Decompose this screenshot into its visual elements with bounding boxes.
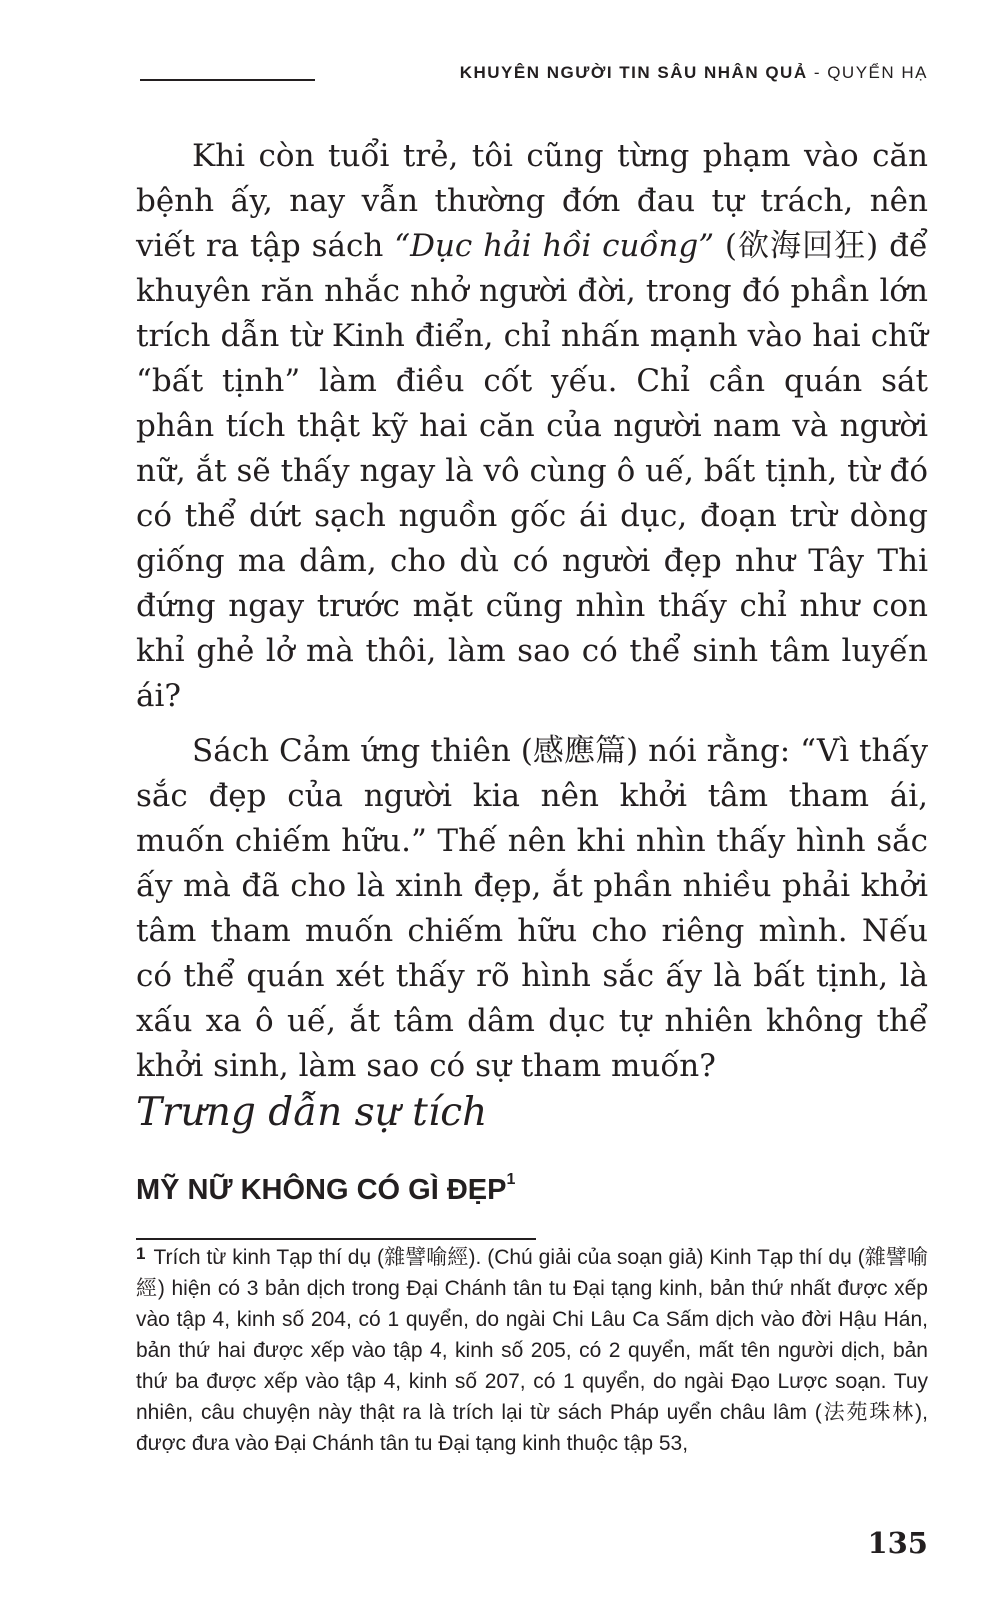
running-header <box>460 63 928 83</box>
story-title <box>136 1171 516 1207</box>
story-title-text: MỸ NỮ KHÔNG CÓ GÌ ĐẸP <box>136 1174 507 1206</box>
footnote-marker: 1 <box>136 1244 146 1263</box>
running-header-volume: QUYỂN HẠ <box>827 63 928 82</box>
footnote <box>136 1242 928 1459</box>
book-title: “Dục hải hồi cuồng” <box>394 228 715 264</box>
paragraph-1 <box>136 134 928 719</box>
paragraph-1-before: Khi còn tuổi trẻ, tôi cũng từng phạm vào căn bệnh ấy, nay vẫn thường đớn đau tự trách, nên viết ra tập sách <box>136 138 928 264</box>
footnote-reference[interactable]: 1 <box>506 1171 516 1189</box>
paragraph-1-after: (欲海回狂) để khuyên răn nhắc nhở người đời, trong đó phần lớn trích dẫn từ Kinh điển, chỉ nhấn mạnh vào hai chữ “bất tịnh” làm điều cốt yếu. Chỉ cần quán sát phân tích thật kỹ hai căn của người nam và người nữ, ắt sẽ thấy ngay là vô cùng ô uế, bất tịnh, từ đó có thể dứt sạch nguồn gốc ái dục, đoạn trừ dòng giống ma dâm, cho dù có người đẹp như Tây Thi đứng ngay trước mặt cũng nhìn thấy chỉ như con khỉ ghẻ lở mà thôi, làm sao có thể sinh tâm luyến ái? <box>136 228 928 714</box>
running-header-separator: - <box>807 63 828 82</box>
running-header-title: KHUYÊN NGƯỜI TIN SÂU NHÂN QUẢ <box>459 63 808 82</box>
section-heading: Trưng dẫn sự tích <box>136 1090 488 1135</box>
page-number: 135 <box>867 1526 928 1560</box>
footnote-text: Trích từ kinh Tạp thí dụ (雜譬喻經). (Chú giải của soạn giả) Kinh Tạp thí dụ (雜譬喻經) hiện có 3 bản dịch trong Đại Chánh tân tu Đại tạng kinh, bản thứ nhất được xếp vào tập 4, kinh số 204, có 1 quyển, do ngài Chi Lâu Ca Sấm dịch vào đời Hậu Hán, bản thứ hai được xếp vào tập 4, kinh số 205, có 2 quyển, mất tên người dịch, bản thứ ba được xếp vào tập 4, kinh số 207, có 1 quyển, do ngài Đạo Lược soạn. Tuy nhiên, câu chuyện này thật ra là trích lại từ sách Pháp uyển châu lâm (法苑珠林), được đưa vào Đại Chánh tân tu Đại tạng kinh thuộc tập 53, <box>136 1246 928 1455</box>
body-text <box>136 134 928 1089</box>
header-rule <box>140 79 315 81</box>
footnote-rule <box>136 1238 536 1240</box>
paragraph-2: Sách Cảm ứng thiên (感應篇) nói rằng: “Vì thấy sắc đẹp của người kia nên khởi tâm tham ái, muốn chiếm hữu.” Thế nên khi nhìn thấy hình sắc ấy mà đã cho là xinh đẹp, ắt phần nhiều phải khởi tâm tham muốn chiếm hữu cho riêng mình. Nếu có thể quán xét thấy rõ hình sắc ấy là bất tịnh, là xấu xa ô uế, ắt tâm dâm dục tự nhiên không thể khởi sinh, làm sao có sự tham muốn? <box>136 733 928 1084</box>
